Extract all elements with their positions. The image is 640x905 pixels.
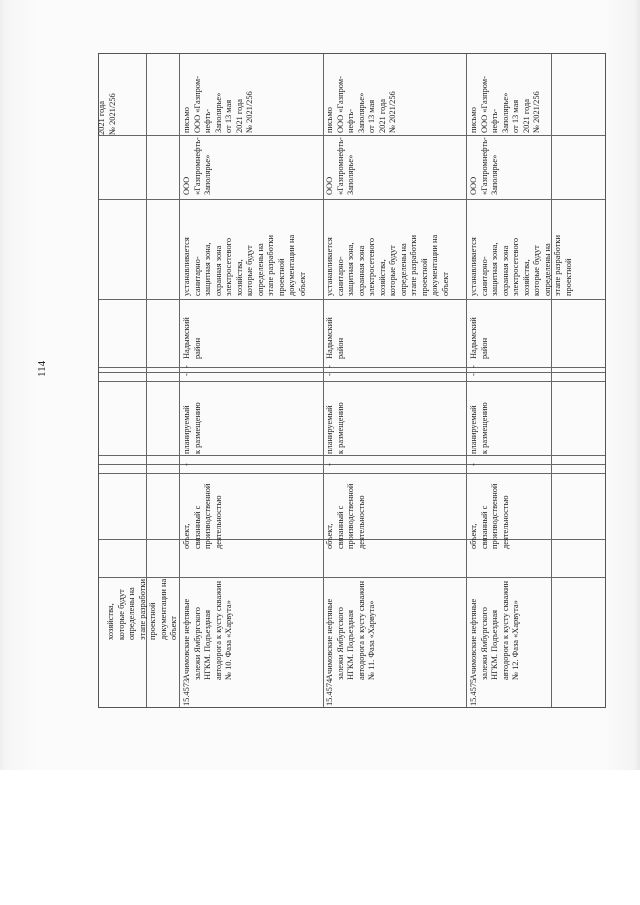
dash-cell: - (469, 463, 478, 466)
dash-cell: - (325, 365, 334, 368)
zone-description: устанавливается санитарно- защитная зона, охранная зона электросетевого хозяйства, которые будут определены на этапе разработки проектной (469, 235, 573, 296)
basis-document: письмо ООО «Газпром- нефть- Заполярье» от 13 мая 2021 года № 2021/256 (182, 76, 254, 133)
responsible-organization: ООО «Газпромнефть- Заполярье» (182, 137, 212, 195)
column-divider (99, 381, 605, 382)
basis-document: письмо ООО «Газпром- нефть- Заполярье» от 13 мая 2021 года № 2021/256 (325, 76, 397, 133)
column-divider (99, 367, 605, 368)
column-divider (99, 455, 605, 456)
object-status: планируемый к размещению (325, 402, 345, 454)
responsible-organization: ООО «Газпромнефть- Заполярье» (325, 137, 355, 195)
continuation-zone-text: хозяйства, которые будут определены на этапе разработки проектной документации на объект (106, 578, 178, 640)
object-category: объект, связанный с производственной деятельностью (182, 483, 223, 549)
object-location: Надымский район (469, 317, 489, 359)
dash-cell: - (325, 463, 334, 466)
object-name: Ачимовские нефтяные залежи Ямбургского НГКМ. Подъездная автодорога к кусту скважин № 12. Фаза «Харвута» (469, 581, 520, 680)
dash-cell: - (182, 463, 191, 466)
continuation-basis-text: 2021 года № 2021/256 (97, 93, 117, 135)
blank-area (0, 770, 640, 905)
zone-description: устанавливается санитарно- защитная зона, охранная зона электросетевого хозяйства, которые будут определены на этапе разработки проектной документации на объект (325, 234, 450, 296)
object-location: Надымский район (182, 317, 202, 359)
row-number: 15.4573 (182, 678, 191, 706)
page-number: 114 (36, 360, 48, 377)
object-status: планируемый к размещению (469, 402, 489, 454)
row-number: 15.4574 (325, 678, 334, 706)
column-divider (99, 299, 605, 300)
row-divider (323, 54, 324, 707)
object-name: Ачимовские нефтяные залежи Ямбургского НГКМ. Подъездная автодорога к кусту скважин № 11. Фаза «Харвута» (325, 581, 376, 680)
zone-description: устанавливается санитарно- защитная зона, охранная зона электросетевого хозяйства, которые будут определены на этапе разработки проектной документации на объект (182, 234, 307, 296)
column-divider (99, 464, 605, 465)
basis-document: письмо ООО «Газпром- нефть- Заполярье» от 13 мая 2021 года № 2021/256 (469, 76, 541, 133)
dash-cell: - (182, 373, 191, 376)
dash-cell: - (469, 373, 478, 376)
dash-cell: - (325, 373, 334, 376)
object-location: Надымский район (325, 317, 345, 359)
column-divider (99, 372, 605, 373)
object-name: Ачимовские нефтяные залежи Ямбургского НГКМ. Подъездная автодорога к кусту скважин № 10. Фаза «Харвута» (182, 581, 233, 680)
dash-cell: - (469, 365, 478, 368)
responsible-organization: ООО «Газпромнефть- Заполярье» (469, 137, 499, 195)
column-divider (99, 473, 605, 474)
column-divider (99, 199, 605, 200)
row-divider (551, 54, 552, 707)
row-number: 15.4575 (469, 678, 478, 706)
object-status: планируемый к размещению (182, 402, 202, 454)
dash-cell: - (182, 365, 191, 368)
object-category: объект, связанный с производственной деятельностью (325, 483, 366, 549)
column-divider (99, 135, 605, 136)
objects-table (98, 53, 606, 708)
row-divider (466, 54, 467, 707)
object-category: объект, связанный с производственной деятельностью (469, 483, 510, 549)
